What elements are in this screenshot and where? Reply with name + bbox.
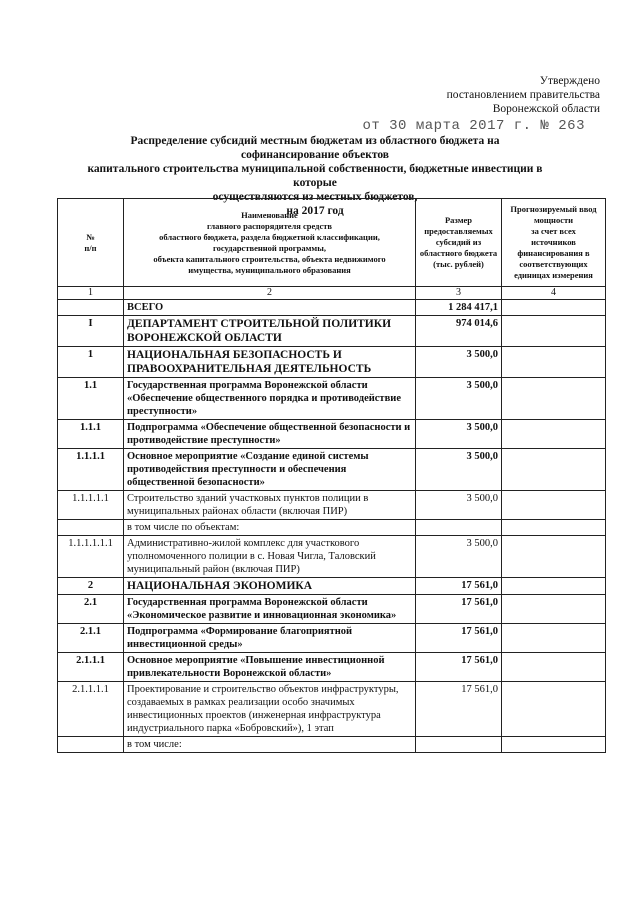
column-index: 1 [58, 287, 124, 300]
row-amount: 17 561,0 [416, 578, 502, 595]
table-row [58, 449, 606, 491]
column-index: 3 [416, 287, 502, 300]
row-name: Основное мероприятие «Повышение инвестиционной привлекательности Воронежской области» [124, 653, 416, 682]
row-capacity [502, 347, 606, 378]
table-header-row [58, 199, 606, 287]
table-row [58, 520, 606, 536]
table-row [58, 420, 606, 449]
row-capacity [502, 316, 606, 347]
row-name: Подпрограмма «Формирование благоприятной инвестиционной среды» [124, 624, 416, 653]
table-row [58, 624, 606, 653]
approval-line: Воронежской области [492, 103, 600, 115]
row-amount: 17 561,0 [416, 653, 502, 682]
row-capacity [502, 737, 606, 753]
row-name: в том числе по объектам: [124, 520, 416, 536]
title-line: на 2017 год [286, 205, 344, 217]
row-capacity [502, 378, 606, 420]
row-capacity [502, 682, 606, 737]
row-number: 1.1.1.1.1.1 [58, 536, 124, 578]
header-amount: Размер предоставляемых субсидий из областного бюджета (тыс. рублей) [416, 199, 502, 287]
row-amount: 3 500,0 [416, 420, 502, 449]
row-name: Государственная программа Воронежской области «Обеспечение общественного порядка и противодействие преступности» [124, 378, 416, 420]
row-number: 2.1.1 [58, 624, 124, 653]
row-number: 2.1.1.1 [58, 653, 124, 682]
row-amount: 3 500,0 [416, 449, 502, 491]
column-index-row [58, 287, 606, 300]
row-name: Подпрограмма «Обеспечение общественной безопасности и противодействие преступности» [124, 420, 416, 449]
row-amount: 1 284 417,1 [416, 300, 502, 316]
row-name: в том числе: [124, 737, 416, 753]
row-name: Строительство зданий участковых пунктов полиции в муниципальных районах области (включая ПИР) [124, 491, 416, 520]
row-number: 1 [58, 347, 124, 378]
row-amount: 17 561,0 [416, 624, 502, 653]
row-number [58, 300, 124, 316]
row-number [58, 737, 124, 753]
column-index: 2 [124, 287, 416, 300]
row-number: I [58, 316, 124, 347]
row-capacity [502, 536, 606, 578]
title-line: капитального строительства муниципальной собственности, бюджетные инвестиции в которые [87, 163, 543, 189]
table-row [58, 536, 606, 578]
row-name: Основное мероприятие «Создание единой системы противодействия преступности и обеспечения общественной безопасности» [124, 449, 416, 491]
row-amount [416, 737, 502, 753]
row-capacity [502, 595, 606, 624]
row-capacity [502, 420, 606, 449]
row-amount: 3 500,0 [416, 491, 502, 520]
table-row [58, 737, 606, 753]
table-row [58, 653, 606, 682]
row-name: НАЦИОНАЛЬНАЯ ЭКОНОМИКА [124, 578, 416, 595]
table-row [58, 378, 606, 420]
approval-line: Утверждено [539, 75, 600, 87]
row-amount: 17 561,0 [416, 595, 502, 624]
row-amount: 17 561,0 [416, 682, 502, 737]
row-amount: 974 014,6 [416, 316, 502, 347]
subsidy-table [57, 198, 606, 753]
row-capacity [502, 491, 606, 520]
row-amount [416, 520, 502, 536]
row-capacity [502, 653, 606, 682]
row-amount: 3 500,0 [416, 378, 502, 420]
column-index: 4 [502, 287, 606, 300]
row-number: 2.1.1.1.1 [58, 682, 124, 737]
approval-date-stamp: от 30 марта 2017 г. № 263 [362, 118, 585, 134]
table-row [58, 300, 606, 316]
header-capacity: Прогнозируемый ввод мощности за счет всех источников финансирования в соответствующих единицах измерения [502, 199, 606, 287]
row-capacity [502, 300, 606, 316]
row-capacity [502, 624, 606, 653]
row-name: Проектирование и строительство объектов инфраструктуры, создаваемых в рамках реализации особо значимых инвестиционных проектов (инженерная инфраструктура индустриального парка «Бобровский»), 1 этап [124, 682, 416, 737]
title-line: осуществляются из местных бюджетов, [212, 191, 418, 203]
table-row [58, 347, 606, 378]
row-name: ДЕПАРТАМЕНТ СТРОИТЕЛЬНОЙ ПОЛИТИКИ ВОРОНЕЖСКОЙ ОБЛАСТИ [124, 316, 416, 347]
approval-block [340, 74, 600, 116]
row-amount: 3 500,0 [416, 536, 502, 578]
table-row [58, 316, 606, 347]
table-row [58, 578, 606, 595]
row-number: 1.1.1 [58, 420, 124, 449]
table-row [58, 595, 606, 624]
row-name: Государственная программа Воронежской области «Экономическое развитие и инновационная экономика» [124, 595, 416, 624]
row-amount: 3 500,0 [416, 347, 502, 378]
table-row [58, 491, 606, 520]
row-number: 1.1.1.1.1 [58, 491, 124, 520]
row-capacity [502, 449, 606, 491]
header-number: № п/п [58, 199, 124, 287]
row-number: 1.1 [58, 378, 124, 420]
row-name: Административно-жилой комплекс для участкового уполномоченного полиции в с. Новая Чигла, Таловский муниципальный район (включая ПИР) [124, 536, 416, 578]
header-name: Наименование главного распорядителя средств областного бюджета, раздела бюджетной классификации, государственной программы, объекта капитального строительства, объекта недвижимого имущества, муниципального образования [124, 199, 416, 287]
approval-line: постановлением правительства [446, 89, 600, 101]
row-number: 2 [58, 578, 124, 595]
row-name: ВСЕГО [124, 300, 416, 316]
row-capacity [502, 578, 606, 595]
row-number [58, 520, 124, 536]
title-line: Распределение субсидий местным бюджетам из областного бюджета на софинансирование объектов [130, 135, 500, 161]
row-capacity [502, 520, 606, 536]
table-row [58, 682, 606, 737]
row-number: 1.1.1.1 [58, 449, 124, 491]
row-number: 2.1 [58, 595, 124, 624]
row-name: НАЦИОНАЛЬНАЯ БЕЗОПАСНОСТЬ И ПРАВООХРАНИТЕЛЬНАЯ ДЕЯТЕЛЬНОСТЬ [124, 347, 416, 378]
